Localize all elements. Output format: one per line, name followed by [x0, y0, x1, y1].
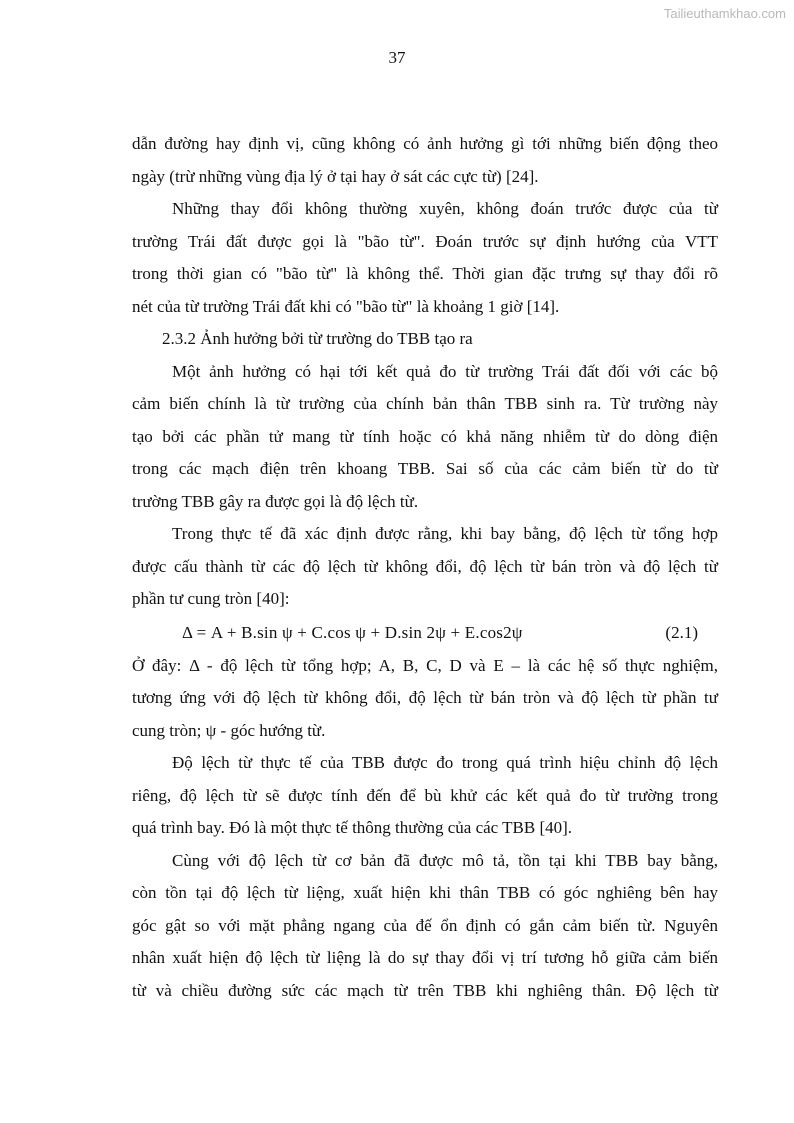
paragraph-line: trong thời gian có "bão từ" là không thể. Thời gian đặc trưng sự thay đổi rõ [132, 264, 718, 283]
paragraph-line: riêng, độ lệch từ sẽ được tính đến để bù khử các kết quả đo từ trường trong [132, 785, 718, 805]
section-heading: 2.3.2 Ảnh hưởng bởi từ trường do TBB tạo ra [162, 329, 473, 348]
paragraph-line: tương ứng với độ lệch từ không đổi, độ lệch từ bán tròn và độ lệch từ phần tư [132, 688, 718, 707]
paragraph-line: nét của từ trường Trái đất khi có "bão từ" là khoảng 1 giờ [14]. [132, 296, 560, 316]
paragraph-line: cung tròn; ψ - góc hướng từ. [132, 720, 326, 740]
paragraph-line: Một ảnh hưởng có hại tới kết quả đo từ trường Trái đất đối với các bộ [172, 361, 718, 381]
equation-number: (2.1) [665, 622, 698, 642]
paragraph-line: quá trình bay. Đó là một thực tế thông thường của các TBB [40]. [132, 818, 573, 837]
paragraph-line: dẫn đường hay định vị, cũng không có ảnh hưởng gì tới những biến động theo [132, 134, 718, 153]
paragraph-line: trường TBB gây ra được gọi là độ lệch từ. [132, 491, 419, 511]
paragraph-line: Cùng với độ lệch từ cơ bản đã được mô tả, tồn tại khi TBB bay bằng, [172, 850, 718, 870]
paragraph-line: Độ lệch từ thực tế của TBB được đo trong quá trình hiệu chỉnh độ lệch [172, 753, 718, 772]
paragraph-line: Ở đây: Δ - độ lệch từ tổng hợp; A, B, C, D và E – là các hệ số thực nghiệm, [132, 655, 718, 675]
paragraph-line: từ và chiều đường sức các mạch từ trên TBB khi nghiêng thân. Độ lệch từ [132, 980, 718, 1000]
equation-row [132, 616, 718, 650]
equation-formula: Δ = A + B.sin ψ + C.cos ψ + D.sin 2ψ + E.cos2ψ [182, 622, 523, 642]
paragraph-line: được cấu thành từ các độ lệch từ không đổi, độ lệch từ bán tròn và độ lệch từ [132, 556, 718, 576]
paragraph-line: Những thay đổi không thường xuyên, không đoán trước được của từ [172, 199, 718, 218]
paragraph-line: cảm biến chính là từ trường của chính bản thân TBB sinh ra. Từ trường này [132, 394, 718, 413]
paragraph-line: Trong thực tế đã xác định được rằng, khi bay bằng, độ lệch từ tổng hợp [172, 524, 718, 543]
page-number: 37 [388, 48, 406, 67]
paragraph-line: góc gật so với mặt phẳng ngang của đế ổn định có gắn cảm biến từ. Nguyên [132, 915, 718, 935]
paragraph-line: còn tồn tại độ lệch từ liệng, xuất hiện khi thân TBB có góc nghiêng bên hay [132, 883, 718, 902]
paragraph-line: tạo bởi các phần tử mang từ tính hoặc có khả năng nhiễm từ do dòng điện [132, 426, 718, 446]
paragraph-line: trường Trái đất được gọi là "bão từ". Đoán trước sự định hướng của VTT [132, 231, 718, 251]
paragraph-line: ngày (trừ những vùng địa lý ở tại hay ở sát các cực từ) [24]. [132, 166, 539, 186]
paragraph-line: trong các mạch điện trên khoang TBB. Sai số của các cảm biến từ do từ [132, 459, 718, 478]
watermark-text: Tailieuthamkhao.com [663, 6, 786, 21]
paragraph-line: phần tư cung tròn [40]: [132, 589, 290, 608]
document-body [132, 128, 718, 1007]
paragraph-line: nhân xuất hiện độ lệch từ liệng là do sự thay đổi vị trí tương hỗ giữa cảm biến [132, 948, 718, 967]
